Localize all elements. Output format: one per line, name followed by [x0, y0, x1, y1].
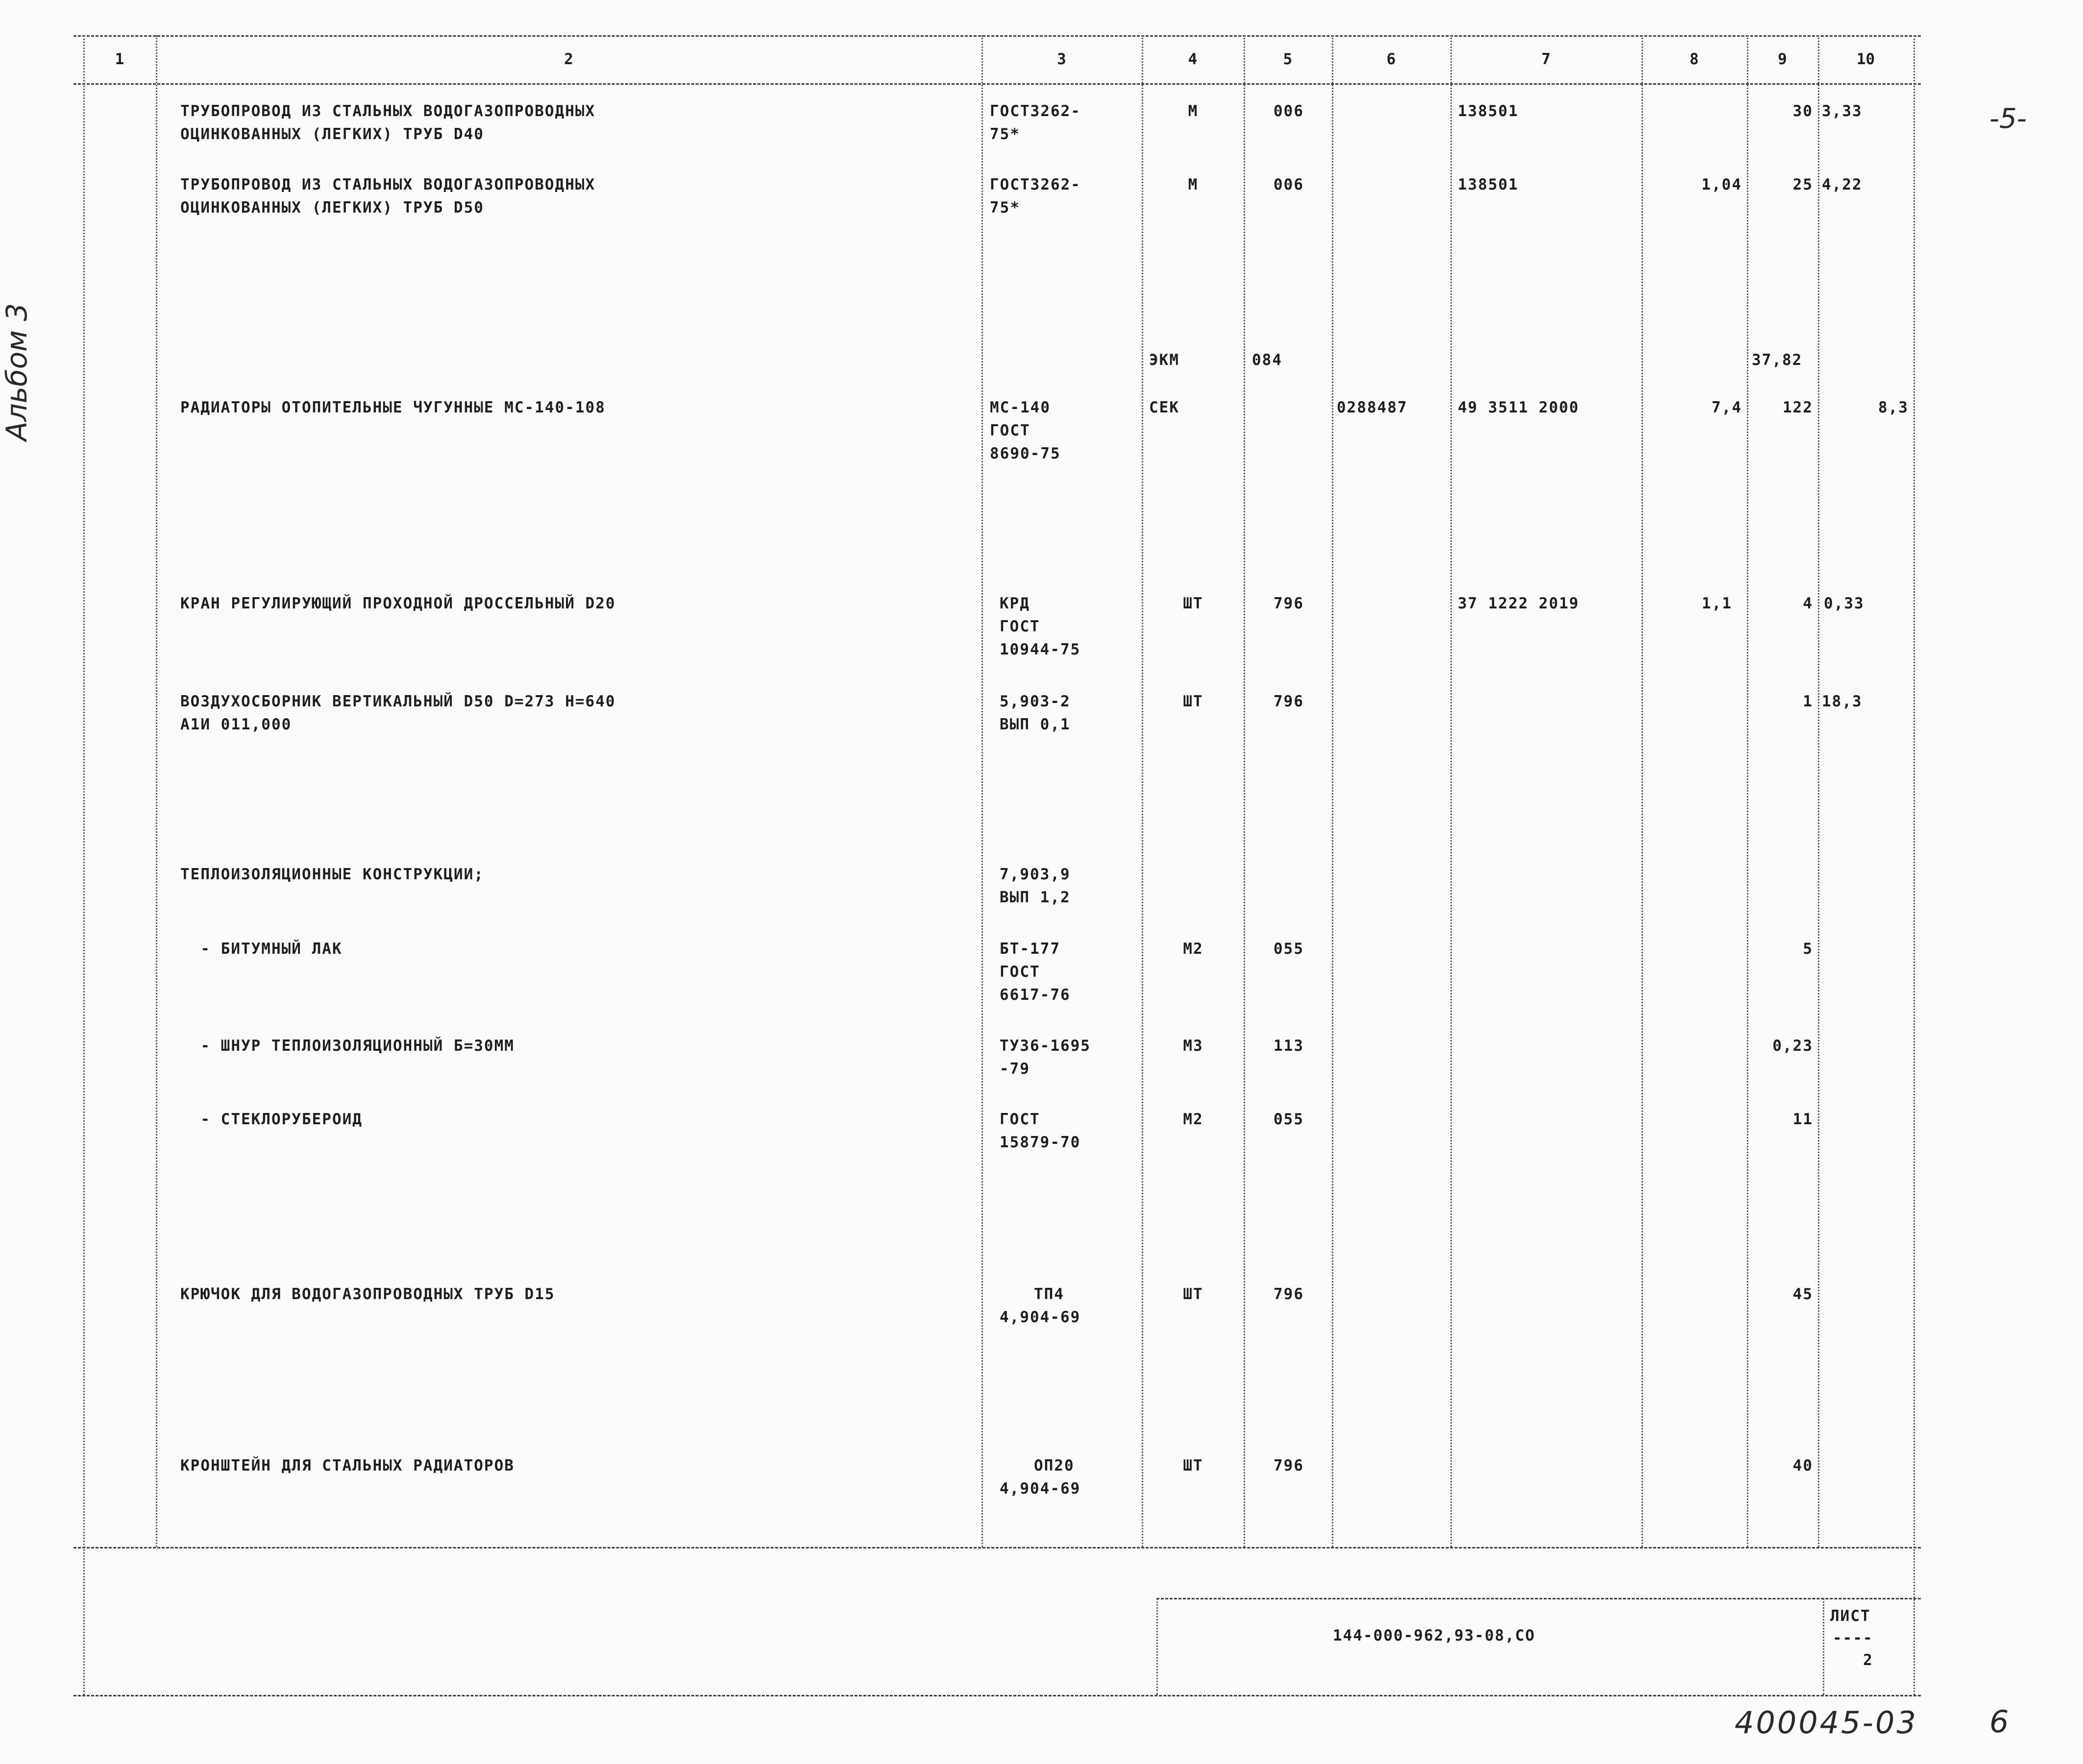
item-name: ТРУБОПРОВОД ИЗ СТАЛЬНЫХ ВОДОГАЗОПРОВОДНЫХ — [180, 102, 596, 120]
item-standard-cont: 6617-76 — [1000, 986, 1071, 1004]
header-col-8: 8 — [1690, 50, 1699, 68]
item-name: РАДИАТОРЫ ОТОПИТЕЛЬНЫЕ ЧУГУННЫЕ МС-140-108 — [180, 399, 606, 416]
col-sep-1 — [156, 35, 157, 1547]
col-sep-9 — [1818, 35, 1819, 1547]
header-col-5: 5 — [1283, 50, 1293, 68]
item-name: КРАН РЕГУЛИРУЮЩИЙ ПРОХОДНОЙ ДРОССЕЛЬНЫЙ D20 — [180, 595, 616, 612]
item-standard: 5,903-2 — [1000, 693, 1071, 710]
item-col8: 7,4 — [1712, 399, 1742, 416]
item-standard-cont: ВЫП 1,2 — [1000, 889, 1071, 906]
header-col-3: 3 — [1057, 50, 1066, 68]
item-name-cont: ОЦИНКОВАННЫХ (ЛЕГКИХ) ТРУБ D40 — [180, 125, 484, 143]
col-sep-0 — [83, 35, 85, 1695]
item-unit: М2 — [1183, 940, 1203, 958]
item-code: 37 1222 2019 — [1458, 595, 1579, 612]
item-col10: 0,33 — [1824, 595, 1864, 612]
col-sep-10 — [1913, 35, 1915, 1695]
sheet-label: ЛИСТ — [1830, 1607, 1871, 1625]
item-standard-cont: 75* — [990, 125, 1020, 143]
item-unit: М3 — [1183, 1037, 1203, 1055]
item-col9: 4 — [1803, 595, 1813, 612]
item-col9: 25 — [1792, 176, 1813, 193]
item-col9: 11 — [1792, 1111, 1813, 1128]
item-col9: 40 — [1792, 1457, 1813, 1474]
page-number: -5- — [1989, 103, 2027, 135]
album-label: Альбом 3 — [0, 303, 33, 441]
item-standard-cont: ГОСТ — [1000, 963, 1040, 981]
header-col-7: 7 — [1541, 50, 1551, 68]
header-col-1: 1 — [115, 50, 124, 68]
header-col-2: 2 — [564, 50, 573, 68]
sheet-label-separator: ---- — [1833, 1629, 1873, 1647]
item-standard: ГОСТ3262- — [990, 102, 1081, 120]
item-standard-cont: -79 — [1000, 1060, 1030, 1078]
item-unit: ШТ — [1183, 1457, 1203, 1474]
item-unit: М — [1188, 176, 1199, 193]
item-standard: МС-140 — [990, 399, 1051, 416]
body-bottom-border — [74, 1547, 1921, 1548]
stamp-box-top — [1156, 1598, 1921, 1599]
header-col-6: 6 — [1386, 50, 1396, 68]
item-col8: 1,04 — [1701, 176, 1742, 193]
item-col10: 3,33 — [1822, 102, 1862, 120]
item-unit-code: 796 — [1274, 1457, 1304, 1474]
item-name: ТЕПЛОИЗОЛЯЦИОННЫЕ КОНСТРУКЦИИ; — [180, 866, 484, 883]
item-name: ВОЗДУХОСБОРНИК ВЕРТИКАЛЬНЫЙ D50 D=273 H=640 — [180, 693, 616, 710]
header-col-10: 10 — [1856, 50, 1875, 68]
item-standard-cont: 15879-70 — [1000, 1134, 1081, 1151]
item-name: ТРУБОПРОВОД ИЗ СТАЛЬНЫХ ВОДОГАЗОПРОВОДНЫХ — [180, 176, 596, 193]
sheet-number: 2 — [1863, 1651, 1873, 1669]
item-unit: СЕК — [1149, 399, 1179, 416]
item-col10: 18,3 — [1822, 693, 1862, 710]
item-col9: 37,82 — [1752, 351, 1803, 369]
item-standard-cont: 4,904-69 — [1000, 1308, 1081, 1326]
item-standard: БТ-177 — [1000, 940, 1060, 958]
header-col-9: 9 — [1778, 50, 1787, 68]
item-unit: М — [1188, 102, 1199, 120]
item-standard-cont: ГОСТ — [990, 422, 1030, 439]
item-name: - СТЕКЛОРУБЕРОИД — [180, 1111, 363, 1128]
document-code: 144-000-962,93-08,CO — [1333, 1627, 1536, 1644]
item-standard: ОП20 — [1034, 1457, 1075, 1474]
item-unit: ЭКМ — [1149, 351, 1179, 369]
item-code: 138501 — [1458, 102, 1519, 120]
item-unit: ШТ — [1183, 1285, 1203, 1303]
item-unit: М2 — [1183, 1111, 1203, 1128]
item-unit-code: 796 — [1274, 693, 1304, 710]
col-sep-8 — [1747, 35, 1748, 1547]
item-unit: ШТ — [1183, 693, 1203, 710]
item-code: 49 3511 2000 — [1458, 399, 1579, 416]
item-unit-code: 796 — [1274, 1285, 1304, 1303]
item-unit-code: 055 — [1274, 940, 1304, 958]
col-sep-5 — [1332, 35, 1333, 1547]
header-col-4: 4 — [1188, 50, 1198, 68]
sheet-corner-mark: 6 — [1989, 1704, 2009, 1740]
drawing-code: 400045-03 — [1735, 1705, 1918, 1740]
col-sep-4 — [1244, 35, 1245, 1547]
stamp-sheet-cell-left — [1823, 1598, 1824, 1695]
item-name: - БИТУМНЫЙ ЛАК — [180, 940, 343, 958]
item-unit-code: 084 — [1252, 351, 1282, 369]
item-unit-code: 006 — [1274, 176, 1304, 193]
item-name-cont: А1И 011,000 — [180, 716, 292, 733]
item-standard: ГОСТ — [1000, 1111, 1040, 1128]
item-unit-code: 055 — [1274, 1111, 1304, 1128]
item-name: - ШНУР ТЕПЛОИЗОЛЯЦИОННЫЙ Б=30ММ — [180, 1037, 515, 1055]
item-standard: ГОСТ3262- — [990, 176, 1081, 193]
header-bottom-border — [74, 83, 1921, 85]
item-standard-cont: ГОСТ — [1000, 618, 1040, 635]
item-col9: 45 — [1792, 1285, 1813, 1303]
item-col8: 1,1 — [1702, 595, 1732, 612]
item-standard-cont: 10944-75 — [1000, 641, 1081, 658]
col-sep-7 — [1642, 35, 1643, 1547]
table-top-border — [74, 35, 1921, 37]
item-standard: КРД — [1000, 595, 1030, 612]
item-standard-cont: ВЫП 0,1 — [1000, 716, 1071, 733]
item-name: КРОНШТЕЙН ДЛЯ СТАЛЬНЫХ РАДИАТОРОВ — [180, 1457, 515, 1474]
item-col9: 5 — [1803, 940, 1813, 958]
item-col6: 0288487 — [1337, 399, 1408, 416]
item-name: КРЮЧОК ДЛЯ ВОДОГАЗОПРОВОДНЫХ ТРУБ D15 — [180, 1285, 555, 1303]
col-sep-2 — [981, 35, 983, 1547]
item-standard: ТП4 — [1034, 1285, 1064, 1303]
item-name-cont: ОЦИНКОВАННЫХ (ЛЕГКИХ) ТРУБ D50 — [180, 199, 484, 217]
item-col10: 8,3 — [1878, 399, 1909, 416]
item-unit: ШТ — [1183, 595, 1203, 612]
sheet-bottom-border — [74, 1695, 1921, 1696]
item-standard-cont: 75* — [990, 199, 1020, 217]
item-standard-cont: 8690-75 — [990, 445, 1061, 462]
item-unit-code: 796 — [1274, 595, 1304, 612]
item-standard: ТУ36-1695 — [1000, 1037, 1091, 1055]
item-unit-code: 113 — [1274, 1037, 1304, 1055]
stamp-box-left — [1156, 1598, 1158, 1695]
col-sep-6 — [1450, 35, 1452, 1547]
item-unit-code: 006 — [1274, 102, 1304, 120]
item-standard-cont: 4,904-69 — [1000, 1480, 1081, 1498]
item-col10: 4,22 — [1822, 176, 1862, 193]
col-sep-3 — [1142, 35, 1143, 1547]
item-col9: 1 — [1803, 693, 1813, 710]
item-col9: 30 — [1792, 102, 1813, 120]
item-code: 138501 — [1458, 176, 1519, 193]
item-standard: 7,903,9 — [1000, 866, 1071, 883]
item-col9: 122 — [1783, 399, 1813, 416]
item-col9: 0,23 — [1772, 1037, 1813, 1055]
